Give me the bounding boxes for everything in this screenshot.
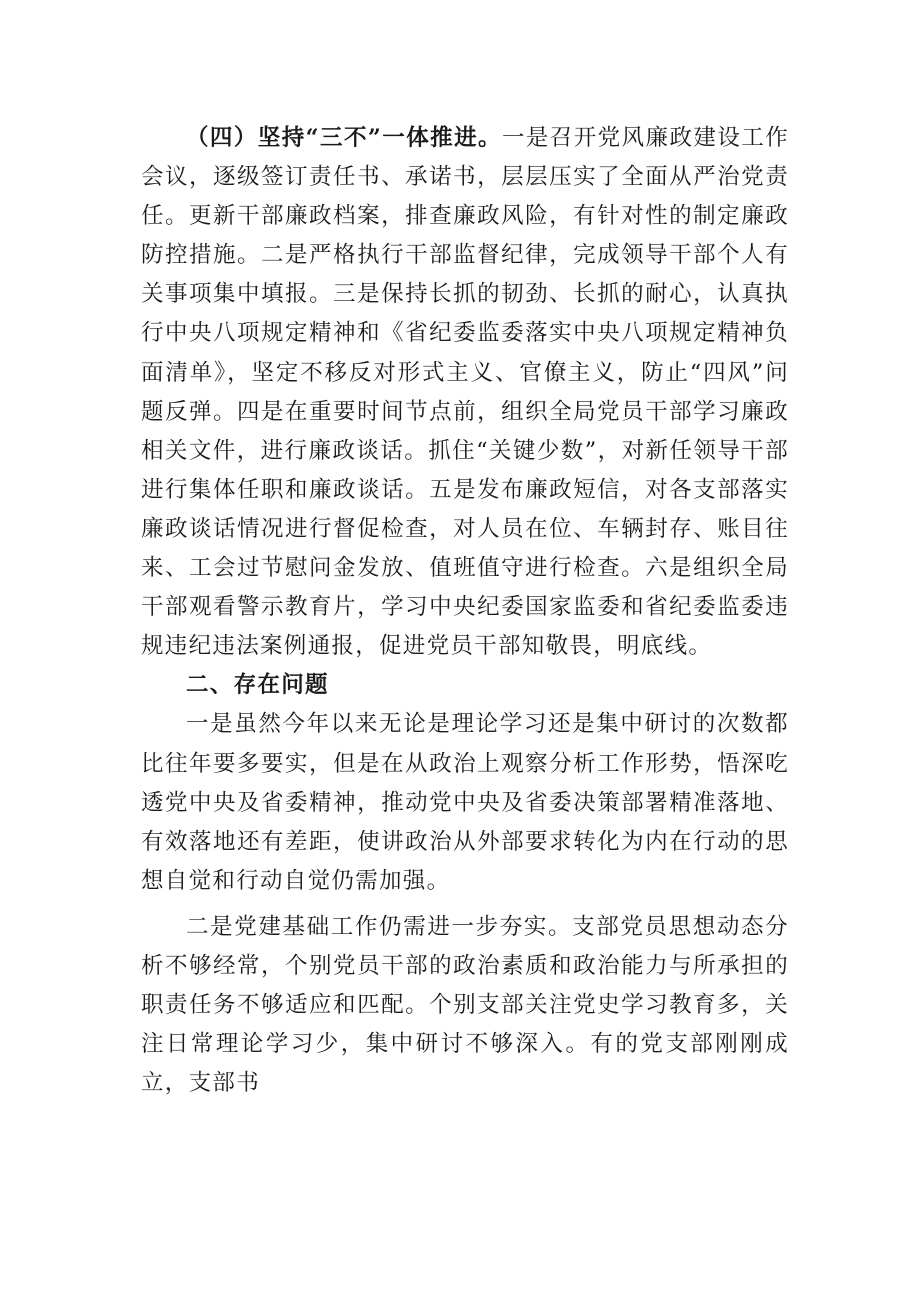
paragraph-section4 — [141, 119, 789, 666]
document-body — [141, 119, 789, 1103]
section4-heading: （四）坚持“三不”一体推进。 — [186, 125, 502, 151]
paragraph-problem-2: 二是党建基础工作仍需进一步夯实。支部党员思想动态分析不够经常，个别党员干部的政治素质和政治能力与所承担的职责任务不够适应和匹配。个别支部关注党史学习教育多，关注日常理论学习少，集中研讨不够深入。有的党支部刚刚成立，支部书 — [141, 913, 789, 1097]
section-heading-problems: 二、存在问题 — [186, 672, 329, 699]
paragraph-problem-1: 一是虽然今年以来无论是理论学习还是集中研讨的次数都比往年要多要实，但是在从政治上观察分析工作形势，悟深吃透党中央及省委精神，推动党中央及省委决策部署精准落地、有效落地还有差距，使讲政治从外部要求转化为内在行动的思想自觉和行动自觉仍需加强。 — [141, 711, 789, 894]
section4-text: 一是召开党风廉政建设工作会议，逐级签订责任书、承诺书，层层压实了全面从严治党责任。更新干部廉政档案，排查廉政风险，有针对性的制定廉政防控措施。二是严格执行干部监督纪律，完成领导干部个人有关事项集中填报。三是保持长抓的韧劲、长抓的耐心，认真执行中央八项规定精神和《省纪委监委落实中央八项规定精神负面清单》，坚定不移反对形式主义、官僚主义，防止“四风”问题反弹。四是在重要时间节点前，组织全局党员干部学习廉政相关文件，进行廉政谈话。抓住“关键少数”，对新任领导干部进行集体任职和廉政谈话。五是发布廉政短信，对各支部落实廉政谈话情况进行督促检查，对人员在位、车辆封存、账目往来、工会过节慰问金发放、值班值守进行检查。六是组织全局干部观看警示教育片，学习中央纪委国家监委和省纪委监委违规违纪违法案例通报，促进党员干部知敬畏，明底线。 — [141, 125, 789, 660]
